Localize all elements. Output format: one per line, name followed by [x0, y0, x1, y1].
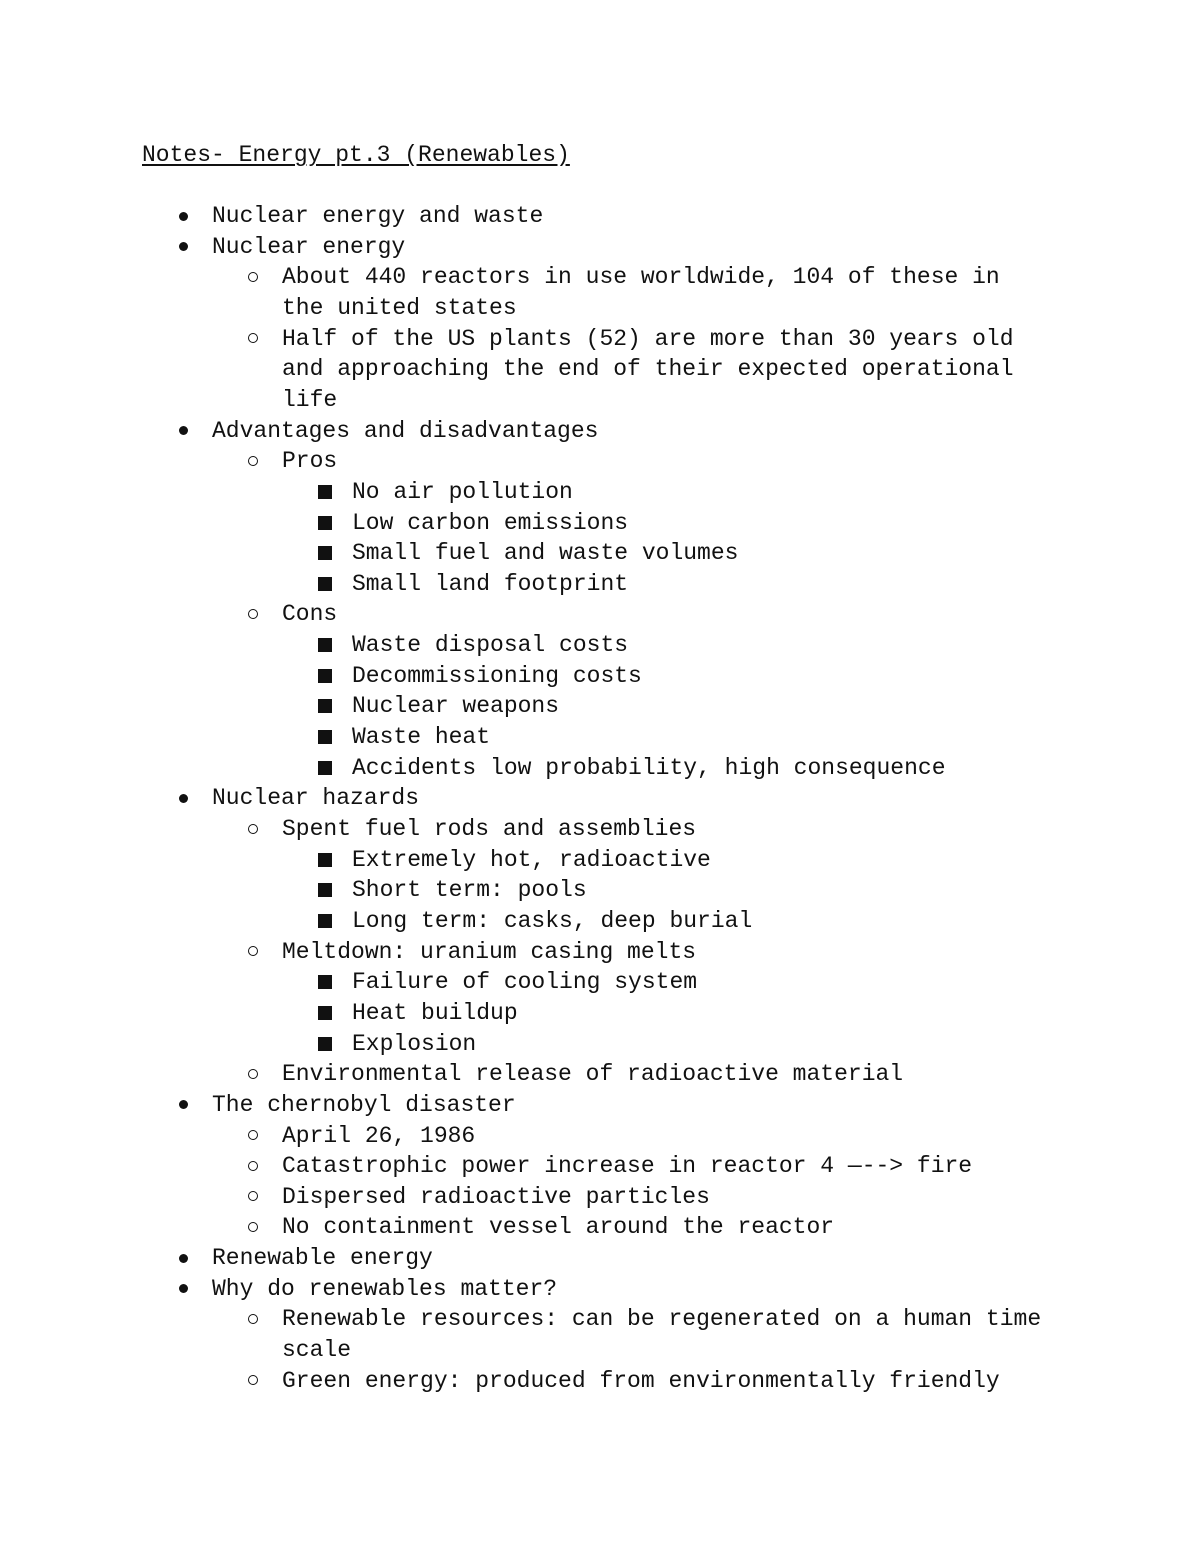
list-item: Why do renewables matter? [212, 1275, 558, 1302]
list-item: Low carbon emissions [352, 509, 629, 536]
list-item: Catastrophic power increase in reactor 4 —--> fire [282, 1153, 973, 1180]
square-bullet-icon [318, 546, 332, 560]
circle-bullet-icon [248, 1375, 258, 1385]
list-item-continuation: the united states [282, 294, 517, 321]
square-bullet-icon [318, 699, 332, 713]
disc-bullet-icon [179, 1100, 188, 1109]
list-item: Green energy: produced from environmentally friendly [282, 1367, 1000, 1394]
square-bullet-icon [318, 669, 332, 683]
disc-bullet-icon [179, 426, 188, 435]
circle-bullet-icon [248, 824, 258, 834]
list-item: Waste disposal costs [352, 632, 629, 659]
list-item: Small fuel and waste volumes [352, 540, 739, 567]
square-bullet-icon [318, 975, 332, 989]
square-bullet-icon [318, 853, 332, 867]
square-bullet-icon [318, 730, 332, 744]
list-item: Heat buildup [352, 999, 518, 1026]
list-item: Half of the US plants (52) are more than 30 years old [282, 325, 1014, 352]
disc-bullet-icon [179, 794, 188, 803]
list-item: Short term: pools [352, 877, 587, 904]
square-bullet-icon [318, 1006, 332, 1020]
list-item: Extremely hot, radioactive [352, 846, 711, 873]
list-item: The chernobyl disaster [212, 1091, 516, 1118]
disc-bullet-icon [179, 1284, 188, 1293]
list-item: About 440 reactors in use worldwide, 104 of these in [282, 264, 1000, 291]
list-item: Decommissioning costs [352, 662, 642, 689]
circle-bullet-icon [248, 456, 258, 466]
list-item: Spent fuel rods and assemblies [282, 816, 697, 842]
list-item: Dispersed radioactive particles [282, 1183, 710, 1210]
list-item: Meltdown: uranium casing melts [282, 938, 697, 965]
list-item: Renewable resources: can be regenerated on a human time [282, 1306, 1042, 1333]
circle-bullet-icon [248, 1069, 258, 1079]
list-item: Advantages and disadvantages [212, 417, 599, 444]
square-bullet-icon [318, 1037, 332, 1051]
list-item: No air pollution [352, 478, 573, 505]
list-item-continuation: scale [282, 1337, 352, 1364]
square-bullet-icon [318, 516, 332, 530]
square-bullet-icon [318, 914, 332, 928]
document-title: Notes- Energy pt.3 (Renewables) [142, 142, 570, 168]
list-item: Small land footprint [352, 570, 629, 597]
circle-bullet-icon [248, 609, 258, 619]
list-item-continuation: and approaching the end of their expected operational [282, 356, 1014, 383]
circle-bullet-icon [248, 1161, 258, 1171]
square-bullet-icon [318, 761, 332, 775]
list-item: Environmental release of radioactive material [282, 1061, 904, 1088]
list-item: Failure of cooling system [352, 969, 698, 996]
circle-bullet-icon [248, 1130, 258, 1140]
square-bullet-icon [318, 638, 332, 652]
list-item: Waste heat [352, 724, 491, 751]
circle-bullet-icon [248, 272, 258, 282]
list-item: Nuclear hazards [212, 785, 420, 812]
disc-bullet-icon [179, 212, 188, 221]
list-item: Pros [282, 448, 338, 475]
circle-bullet-icon [248, 1222, 258, 1232]
list-item: Long term: casks, deep burial [352, 907, 753, 934]
list-item: Nuclear energy and waste [212, 203, 544, 229]
list-item-continuation: life [282, 386, 338, 413]
list-item: April 26, 1986 [282, 1122, 476, 1149]
list-item: Accidents low probability, high consequence [352, 754, 946, 781]
list-item: Cons [282, 601, 338, 628]
circle-bullet-icon [248, 946, 258, 956]
list-item: Explosion [352, 1030, 477, 1057]
disc-bullet-icon [179, 1254, 188, 1263]
circle-bullet-icon [248, 1191, 258, 1201]
disc-bullet-icon [179, 242, 188, 251]
circle-bullet-icon [248, 333, 258, 343]
list-item: Nuclear energy [212, 233, 406, 260]
list-item: Renewable energy [212, 1245, 433, 1272]
circle-bullet-icon [248, 1314, 258, 1324]
list-item: Nuclear weapons [352, 693, 560, 720]
square-bullet-icon [318, 577, 332, 591]
square-bullet-icon [318, 883, 332, 897]
list-item: No containment vessel around the reactor [282, 1214, 835, 1241]
square-bullet-icon [318, 485, 332, 499]
